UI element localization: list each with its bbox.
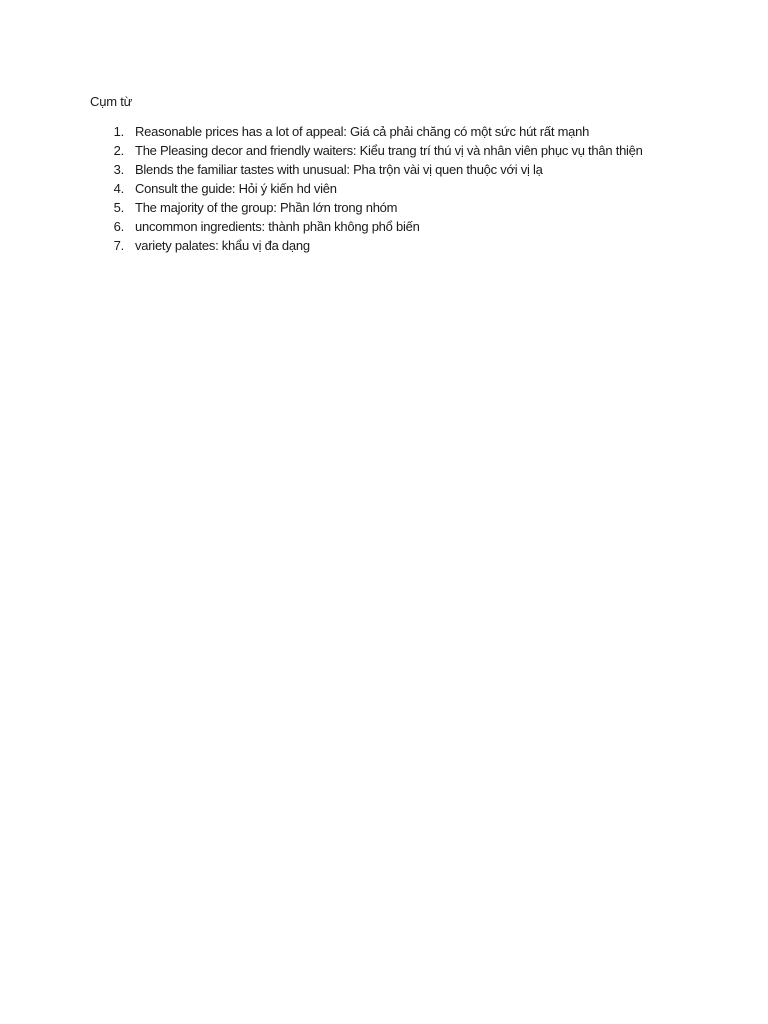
list-item-text: Consult the guide: Hỏi ý kiến hd viên (135, 181, 337, 196)
document-heading: Cụm từ (90, 94, 133, 109)
list-item-number: 4. (113, 181, 124, 196)
list-item-number: 5. (113, 200, 124, 215)
list-item-text: variety palates: khẩu vị đa dạng (135, 238, 310, 253)
list-item-number: 1. (113, 124, 124, 139)
list-item-number: 3. (113, 162, 124, 177)
list-item-text: Blends the familiar tastes with unusual: Pha trộn vài vị quen thuộc với vị lạ (135, 162, 543, 177)
list-item-number: 6. (113, 219, 124, 234)
list-item-number: 7. (113, 238, 124, 253)
list-item-text: Reasonable prices has a lot of appeal: Giá cả phải chăng có một sức hút rất mạnh (135, 124, 590, 139)
list-item-text: uncommon ingredients: thành phần không phổ biến (135, 219, 420, 234)
list-item-text: The majority of the group: Phần lớn trong nhóm (135, 200, 398, 215)
list-item-number: 2. (113, 143, 124, 158)
list-item-text: The Pleasing decor and friendly waiters: Kiểu trang trí thú vị và nhân viên phục vụ thân thiện (135, 143, 643, 158)
